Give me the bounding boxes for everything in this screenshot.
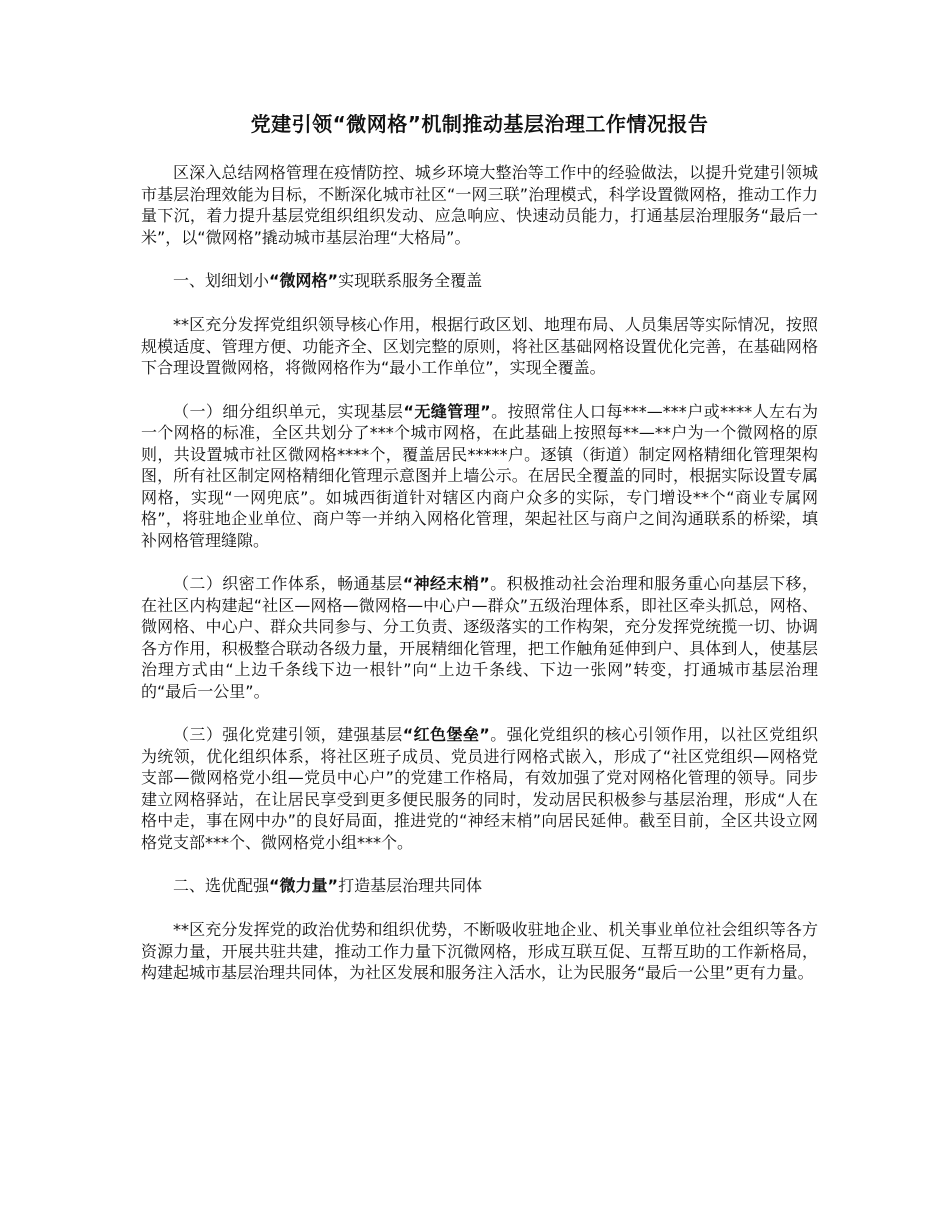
section-1-item-3 bbox=[141, 724, 818, 853]
section-1-item-2 bbox=[141, 573, 818, 702]
item-1-text: 。按照常住人口每***—***户或****人左右为一个网格的标准，全区共划分了***个城市网格，在此基础上按照每**—**户为一个微网格的原则，共设置城市社区微网格****个，覆盖居民*****户。逐镇（街道）制定网格精细化管理架构图，所有社区制定网格精细化管理示意图并上墙公示。在居民全覆盖的同时，根据实际设置专属网格，实现“一网兜底”。如城西街道针对辖区内商户众多的实际，专门增设**个“商业专属网格”，将驻地企业单位、商户等一并纳入网格化管理，架起社区与商户之间沟通联系的桥梁，填补网格管理缝隙。 bbox=[141, 401, 818, 550]
section-1-body: **区充分发挥党组织领导核心作用，根据行政区划、地理布局、人员集居等实际情况，按照规模适度、管理方便、功能齐全、区划完整的原则，将社区基础网格设置优化完善，在基础网格下合理设置微网格，将微网格作为“最小工作单位”，实现全覆盖。 bbox=[141, 315, 818, 377]
intro-paragraph: 区深入总结网格管理在疫情防控、城乡环境大整治等工作中的经验做法，以提升党建引领城市基层治理效能为目标，不断深化城市社区“一网三联”治理模式，科学设置微网格，推动工作力量下沉，着力提升基层党组织组织发动、应急响应、快速动员能力，打通基层治理服务“最后一米”，以“微网格”撬动城市基层治理“大格局”。 bbox=[141, 163, 818, 247]
section-2-heading-suffix: 打造基层治理共同体 bbox=[338, 876, 483, 895]
section-2-heading-emphasis: “微力量” bbox=[269, 876, 339, 895]
item-2-text: 。积极推动社会治理和服务重心向基层下移，在社区内构建起“社区—网格—微网格—中心户—群众”五级治理体系，即社区牵头抓总，网格、微网格、中心户、群众共同参与、分工负责、逐级落实的工作构架，充分发挥党统揽一切、协调各方作用，积极整合联动各级力量，开展精细化管理，把工作触角延伸到户、具体到人，使基层治理方式由“上边千条线下边一根针”向“上边千条线、下边一张网”转变，打通城市基层治理的“最后一公里”。 bbox=[141, 574, 818, 701]
item-3-emphasis: “红色堡垒” bbox=[402, 725, 490, 744]
item-1-emphasis: “无缝管理” bbox=[403, 401, 491, 421]
section-2-heading-prefix: 二、选优配强 bbox=[173, 876, 270, 895]
section-1-heading bbox=[141, 270, 818, 292]
section-1-heading-prefix: 一、划细划小 bbox=[173, 271, 270, 290]
section-2-body: **区充分发挥党的政治优势和组织优势，不断吸收驻地企业、机关事业单位社会组织等各方资源力量，开展共驻共建，推动工作力量下沉微网格，形成互联互促、互帮互助的工作新格局，构建起城市基层治理共同体，为社区发展和服务注入活水，让为民服务“最后一公里”更有力量。 bbox=[141, 920, 818, 982]
section-1-heading-emphasis: “微网格” bbox=[269, 271, 339, 290]
section-2-heading bbox=[141, 875, 818, 897]
item-2-lead: （二）织密工作体系，畅通基层 bbox=[173, 574, 403, 593]
section-1-item-1 bbox=[141, 401, 818, 552]
item-3-lead: （三）强化党建引领，建强基层 bbox=[173, 725, 403, 744]
section-1-heading-suffix: 实现联系服务全覆盖 bbox=[338, 271, 483, 290]
document-title: 党建引领“微网格”机制推动基层治理工作情况报告 bbox=[250, 112, 709, 136]
item-2-emphasis: “神经末梢” bbox=[402, 574, 490, 593]
item-3-text: 。强化党组织的核心引领作用，以社区党组织为统领，优化组织体系，将社区班子成员、党员进行网格式嵌入，形成了“社区党组织—网格党支部—微网格党小组—党员中心户”的党建工作格局，有效加强了党对网格化管理的领导。同步建立网格驿站，在让居民享受到更多便民服务的同时，发动居民积极参与基层治理，形成“人在格中走，事在网中办”的良好局面，推进党的“神经末梢”向居民延伸。截至目前，全区共设立网格党支部***个、微网格党小组***个。 bbox=[141, 725, 818, 852]
item-1-lead: （一）细分组织单元，实现基层 bbox=[173, 401, 404, 421]
